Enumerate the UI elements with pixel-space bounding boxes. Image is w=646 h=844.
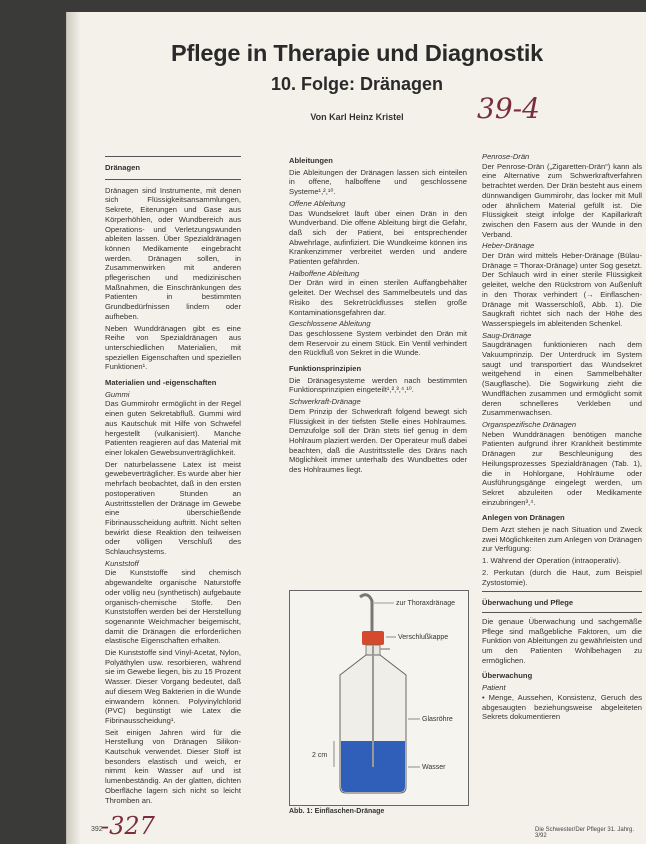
label-cap: Verschlußkappe bbox=[398, 634, 449, 641]
subsection-heading: Schwerkraft-Dränage bbox=[289, 397, 361, 407]
subsection-heading: Gummi bbox=[105, 389, 130, 399]
paragraph: Das Wundsekret läuft über einen Drän in den Wundverband. Die offene Ableitung birgt die Gefahr, daß sich der Patient, bei entsprechender Abwehrlage, aufinfiziert. Die Wundkeime können ins Krankenzimmer verbreitet werden und andere Patienten gefährden. bbox=[289, 208, 467, 267]
journal-page bbox=[66, 12, 646, 844]
paragraph: Der naturbelassene Latex ist meist gewebeverträglicher. Es wurde aber hier mehrfach beobachtet, daß in den ersten postoperativen Stunden an Austrittsstellen der Dränage im Gewebe eine überschießende Fibrinausscheidung auftritt. Nicht selten bewirkt diese Reaktion den teilweisen oder völligen Verschluß des Schlauchsystems. bbox=[105, 459, 241, 557]
drainage-figure bbox=[289, 590, 469, 806]
handwritten-note-top: 39-4 bbox=[477, 92, 540, 125]
paragraph: Der Drän wird in einen sterilen Auffangbehälter geleitet. Der Wechsel des Sammelbeutels und das Risiko des Sekretrückflusses stellen große Kontaminationsgefahren dar. bbox=[289, 278, 467, 317]
section-heading: Ableitungen bbox=[289, 156, 333, 165]
paragraph: Das Gummirohr ermöglicht in der Regel einen guten Sekretabfluß. Gummi wird aus Kautschuk mit Hilfe von Schwefel hergestellt (vulkanisiert). Manche Patienten reagieren auf das Material mit einer lokalen Gewebsunverträglichkeit. bbox=[105, 399, 241, 457]
column-2 bbox=[289, 150, 467, 477]
label-water: Wasser bbox=[422, 764, 446, 771]
paragraph: Der Penrose-Drän („Zigaretten-Drän“) kann als eine Alternative zum Schwerkraftverfahren betrachtet werden. Der Drän besteht aus einem dünnwandigen Gummirohr, das locker mit Mull oder ähnlichem Material gefüllt ist. Die Flüssigkeit steigt infolge der Kapillarkraft zwischen den Fasern aus der Wunde in den Verband. bbox=[482, 161, 642, 239]
paragraph: Die Kunststoffe sind Vinyl-Acetat, Nylon, Polyäthylen usw. resorbieren, während sie im Gewebe liegen, bis zu 15 Prozent Wasser. Dieser Vorgang bedeutet, daß auf diesem Weg Bakterien in die Wunde einwandern können. Polyvinylchlorid (PVC) begünstigt wie Latex die Fibrinausscheidung¹. bbox=[105, 648, 241, 725]
paragraph: Die genaue Überwachung und sachgemäße Pflege sind maßgebliche Faktoren, um die Funktion von Ableitungen zu gewährleisten und um den Patienten Wohlbehagen zu ermöglichen. bbox=[482, 616, 642, 665]
subsection-heading: Organspezifische Dränagen bbox=[482, 419, 577, 429]
handwritten-note-bottom: -327 bbox=[101, 812, 155, 840]
list-item: 1. Während der Operation (intraoperativ). bbox=[482, 556, 621, 566]
column-3 bbox=[482, 150, 642, 724]
column-1 bbox=[105, 150, 241, 807]
subsection-heading: Halboffene Ableitung bbox=[289, 268, 360, 278]
paragraph: Dränagen sind Instrumente, mit denen sich Flüssigkeitsansammlungen, Sekrete, Eiterungen und Gase aus Körperhöhlen, oder Wundbereich aus Operations- und Verletzungswunden ableiten lassen. Über Spezialdränagen können Medikamente eingebracht werden. Dränagen sollen, in Zusammenwirken mit anderen pflegerischen und medizinischen Maßnahmen, die Einschränkungen des Patienten in bestimmten Grundbedürfnissen lindern oder aufheben. bbox=[105, 185, 241, 321]
paragraph: Saugdränagen funktionieren nach dem Vakuumprinzip. Der Unterdruck im System saugt und transportiert das Wundsekret weitgehend in einen Sammelbehälter (Saugflasche). Die Sogwirkung zieht die Wundflächen zusammen und ermöglicht somit deren schnelleres Verkleben und Zusammenwachsen. bbox=[482, 340, 642, 418]
section-heading: Materialien und -eigenschaften bbox=[105, 378, 217, 388]
section-heading: Überwachung bbox=[482, 671, 533, 681]
author-line: Von Karl Heinz Kristel bbox=[310, 112, 404, 122]
label-stick: Glasröhre bbox=[422, 716, 453, 723]
page-number: 392 bbox=[91, 826, 103, 833]
paragraph: Neben Wunddränagen benötigen manche Patienten aufgrund ihrer Krankheit bestimmte Dränagen zur Beschleunigung des Heilungsprozesses Spezialdränagen (Tab. 1), die in Hohlorgane, Hohlräume oder Ausführungsgänge eingelegt werden, um Sekret abzuleiten oder Medikamente einzubringen³,⁴. bbox=[482, 429, 642, 507]
paragraph: Neben Wunddränagen gibt es eine Reihe von Spezialdränagen aus unterschiedlichen Materialien, mit speziellen Eigenschaften und speziellen Funktionen¹. bbox=[105, 323, 241, 372]
section-heading: Funktionsprinzipien bbox=[289, 364, 362, 374]
drainage-bottle-illustration bbox=[290, 591, 468, 805]
section-heading: Anlegen von Dränagen bbox=[482, 513, 565, 523]
list-item: 2. Perkutan (durch die Haut, zum Beispiel Zystostomie). bbox=[482, 567, 642, 587]
subsection-heading: Geschlossene Ableitung bbox=[289, 319, 371, 329]
subsection-heading: Penrose-Drän bbox=[482, 152, 530, 161]
section-heading: Überwachung und Pflege bbox=[482, 598, 574, 608]
article-title: Pflege in Therapie und Diagnostik bbox=[170, 40, 544, 66]
section-rule bbox=[105, 156, 241, 157]
paragraph: Die Dränagesysteme werden nach bestimmten Funktionsprinzipien eingeteilt¹,²,³,⁴,¹⁰. bbox=[289, 375, 467, 395]
drain-tube bbox=[360, 595, 372, 631]
journal-reference: Die Schwester/Der Pfleger 31. Jahrg. 3/92 bbox=[535, 827, 635, 839]
section-rule bbox=[482, 591, 642, 592]
paragraph: Dem Prinzip der Schwerkraft folgend bewegt sich Flüssigkeit in der tiefsten Stelle eines Hohlraumes. Demzufolge soll der Drän stets tief genug in dem Hohlraum plaziert werden. Der Operateur muß dabei beachten, daß die Austrittsstelle des Dräns nach Möglichkeit immer unterhalb des Wundbettes oder des Hohlraumes liegt. bbox=[289, 406, 467, 475]
subsection-heading: Patient bbox=[482, 683, 506, 693]
label-tube: zur Thoraxdränage bbox=[396, 600, 456, 607]
subsection-heading: Saug-Dränage bbox=[482, 330, 532, 340]
article-subtitle: 10. Folge: Dränagen bbox=[270, 74, 444, 94]
paragraph: Seit einigen Jahren wird für die Herstellung von Dränagen Silikon-Kautschuk verwendet. Dieser Stoff ist besonders elastisch und weich, er nimmt kein Wasser auf und ist lumenbeständig. An der glatten, dichten Oberfläche lagern sich nicht so leicht Thromben an. bbox=[105, 727, 241, 805]
section-rule bbox=[482, 612, 642, 613]
label-depth: 2 cm bbox=[312, 752, 328, 759]
paragraph: Die Ableitungen der Dränagen lassen sich einteilen in offene, halboffene und geschlossene Systeme¹,²,¹⁰. bbox=[289, 167, 467, 197]
figure-caption: Abb. 1: Einflaschen-Dränage bbox=[289, 808, 385, 815]
page-gutter-shadow bbox=[67, 12, 81, 844]
subsection-heading: Kunststoff bbox=[105, 558, 139, 568]
paragraph: Die Kunststoffe sind chemisch abgewandelte organische Naturstoffe oder völlig neu (synthetisch) aufgebaute organisch-chemische Stoffe. Den Kunststoffen werden bei der Herstellung sogenannte Weichmacher beigemischt, damit die Dränagen die erforderlichen elastische Eigenschaften erhalten. bbox=[105, 568, 241, 646]
bottle-cap bbox=[362, 631, 384, 645]
section-rule bbox=[105, 179, 241, 180]
paragraph: Das geschlossene System verbindet den Drän mit dem Reservoir zu einem Stück. Ein Ventil verhindert den Rückfluß von Sekret in die Wunde. bbox=[289, 328, 467, 358]
paragraph: Dem Arzt stehen je nach Situation und Zweck zwei Möglichkeiten zum Anlegen von Dränagen zur Verfügung: bbox=[482, 525, 642, 554]
paragraph: Der Drän wird mittels Heber-Dränage (Bülau-Dränage = Thorax-Dränage) unter Sog gesetzt. Der Schlauch wird in einer sterile Flüssigkeit geleitet, welche den Rückstrom von Außenluft in den Thorax verhindert (→ Einflaschen-Dränage mit Wasserschloß, Abb. 1). Die Saugkraft richtet sich nach der Höhe des Wasserspiegels im ableitenden Schenkel. bbox=[482, 251, 642, 328]
list-item: • Menge, Aussehen, Konsistenz, Geruch des abgesaugten beziehungsweise abgeleiteten Sekrets dokumentieren bbox=[482, 692, 642, 722]
subsection-heading: Heber-Dränage bbox=[482, 241, 535, 251]
section-heading: Dränagen bbox=[105, 163, 141, 172]
subsection-heading: Offene Ableitung bbox=[289, 198, 346, 208]
